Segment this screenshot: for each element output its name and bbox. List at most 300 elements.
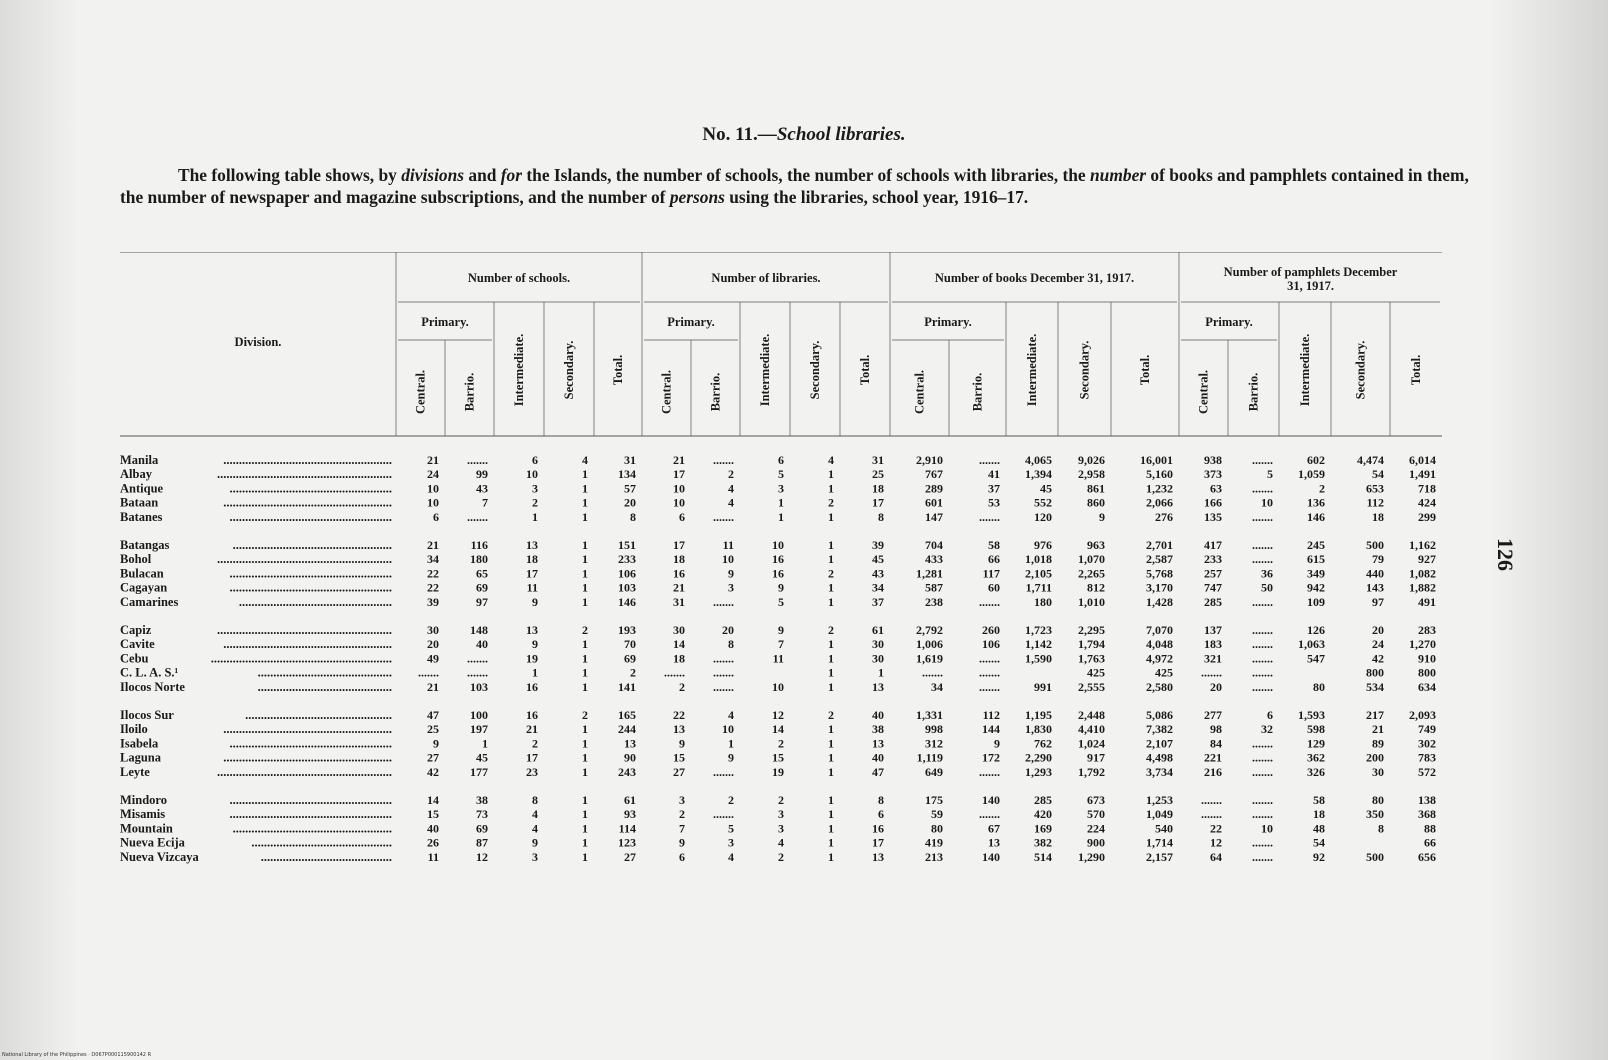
table-cell: 1 [582, 665, 588, 680]
table-cell: 79 [1372, 552, 1384, 567]
table-cell: 991 [1034, 679, 1052, 694]
table-cell: 69 [624, 651, 636, 666]
table-cell: 1 [582, 538, 588, 552]
table-cell: 1 [582, 481, 588, 496]
table-cell: 587 [925, 580, 943, 595]
leader-dots: ...................................................... [223, 750, 392, 765]
table-cell: 135 [1204, 509, 1222, 524]
table-cell: 177 [470, 764, 488, 779]
blank-cell: ....... [1252, 552, 1273, 567]
blank-cell: ....... [664, 665, 685, 680]
table-cell: 84 [1210, 736, 1222, 751]
table-cell: 1 [828, 722, 834, 737]
table-cell: 30 [872, 651, 884, 666]
blank-cell: ....... [467, 651, 488, 666]
table-cell: 217 [1366, 708, 1384, 722]
group-header: Number of schools. [467, 271, 571, 285]
table-cell: 9 [433, 736, 439, 751]
table-cell: 534 [1366, 679, 1384, 694]
table-cell: 106 [618, 566, 636, 581]
intro-part: for [500, 165, 523, 185]
table-cell: 13 [872, 849, 884, 864]
table-cell: 917 [1087, 750, 1105, 765]
primary-header: Primary. [667, 315, 715, 329]
table-cell: 80 [1372, 793, 1384, 807]
table-cell: 1,024 [1078, 736, 1105, 751]
table-cell: 718 [1418, 481, 1436, 496]
table-cell: 11 [526, 580, 538, 595]
table-cell: 7,070 [1146, 623, 1173, 637]
table-cell: 87 [476, 835, 488, 850]
table-cell: 1 [582, 651, 588, 666]
division-name: Bulacan [120, 566, 164, 581]
blank-cell: ....... [1201, 665, 1222, 680]
table-cell: 1 [582, 637, 588, 652]
table-cell: 13 [526, 538, 538, 552]
table-cell: 10 [673, 481, 685, 496]
table-cell: 1,018 [1025, 552, 1052, 567]
leader-dots: ........................................................ [217, 552, 392, 567]
table-cell: 22 [427, 566, 439, 581]
table-cell: 3,170 [1146, 580, 1173, 595]
table-cell: 7 [679, 821, 685, 836]
division-name: Antique [120, 481, 164, 496]
table-cell: 1,059 [1298, 467, 1325, 482]
table-cell: 1 [828, 552, 834, 567]
table-cell: 180 [470, 552, 488, 567]
table-cell: 6 [778, 453, 784, 467]
table-cell: 5 [778, 467, 784, 482]
leader-dots: ........................................... [257, 679, 392, 694]
leader-dots: .................................................... [229, 509, 392, 524]
table-cell: 312 [925, 736, 943, 751]
blank-cell: ....... [467, 453, 488, 467]
table-cell: 16 [526, 708, 538, 722]
table-cell: 103 [618, 580, 636, 595]
group-header: Number of books December 31, 1917. [934, 271, 1135, 285]
table-cell: 2,910 [916, 453, 943, 467]
table-cell: 66 [1424, 835, 1436, 850]
table-cell: 362 [1307, 750, 1325, 765]
table-cell: 141 [618, 679, 636, 694]
leader-dots: ........................................... [257, 665, 392, 680]
table-cell: 216 [1204, 764, 1222, 779]
column-header: Central. [659, 369, 674, 415]
column-header: Total. [611, 354, 625, 386]
blank-cell: ....... [979, 679, 1000, 694]
table-cell: 1,195 [1025, 708, 1052, 722]
table-cell: 144 [982, 722, 1000, 737]
division-name: Capiz [120, 623, 152, 637]
table-cell: 175 [925, 793, 943, 807]
table-cell: 382 [1034, 835, 1052, 850]
blank-cell: ....... [1252, 764, 1273, 779]
blank-cell: ....... [467, 665, 488, 680]
table-cell: 38 [872, 722, 884, 737]
division-name: Nueva Ecija [120, 835, 185, 850]
table-cell: 25 [427, 722, 439, 737]
table-cell: 61 [872, 623, 884, 637]
table-cell: 2,290 [1025, 750, 1052, 765]
table-cell: 10 [772, 679, 784, 694]
division-name: Albay [120, 467, 152, 482]
table-cell: 1,290 [1078, 849, 1105, 864]
column-header: Intermediate. [512, 333, 526, 407]
table-cell: 13 [872, 679, 884, 694]
table-cell: 417 [1204, 538, 1222, 552]
table-cell: 32 [1261, 722, 1273, 737]
table-cell: 140 [982, 849, 1000, 864]
table-cell: 37 [988, 481, 1000, 496]
title-number: No. 11.— [702, 124, 777, 145]
table-cell: 602 [1307, 453, 1325, 467]
table-cell: 1 [532, 509, 538, 524]
table-cell: 350 [1366, 807, 1384, 822]
table-cell: 27 [427, 750, 439, 765]
table-cell: 10 [722, 722, 734, 737]
table-cell: 289 [925, 481, 943, 496]
table-cell: 1,293 [1025, 764, 1052, 779]
table-cell: 112 [982, 708, 1000, 722]
table-cell: 349 [1307, 566, 1325, 581]
division-name: Misamis [120, 807, 166, 822]
table-cell: 2 [828, 495, 834, 510]
blank-cell: ....... [713, 665, 734, 680]
table-cell: 373 [1204, 467, 1222, 482]
table-cell: 4,474 [1357, 453, 1384, 467]
column-header: Secondary. [562, 340, 576, 400]
table-cell: 425 [1155, 665, 1173, 680]
table-cell: 1 [828, 538, 834, 552]
title-text: School libraries. [776, 124, 906, 145]
table-cell: 47 [872, 764, 884, 779]
table-cell: 1,119 [916, 750, 943, 765]
table-cell: 1,331 [916, 708, 943, 722]
table-cell: 3 [532, 849, 538, 864]
table-cell: 1 [828, 580, 834, 595]
table-cell: 1,711 [1025, 580, 1052, 595]
page-number: 126 [1493, 538, 1518, 571]
table-cell: 1 [582, 467, 588, 482]
table-cell: 134 [618, 467, 636, 482]
table-cell: 69 [476, 580, 488, 595]
table-cell: 117 [982, 566, 1000, 581]
table-cell: 649 [925, 764, 943, 779]
table-cell: 58 [988, 538, 1000, 552]
table-cell: 1,763 [1078, 651, 1105, 666]
table-cell: 8 [728, 637, 734, 652]
table-cell: 5,768 [1146, 566, 1173, 581]
table-cell: 1 [582, 552, 588, 567]
leader-dots: .......................................................... [210, 651, 392, 666]
table-cell: 31 [624, 453, 636, 467]
table-cell: 800 [1418, 665, 1436, 680]
column-header: Barrio. [970, 372, 985, 412]
blank-cell: ....... [1252, 509, 1273, 524]
table-cell: 89 [1372, 736, 1384, 751]
table-cell: 14 [427, 793, 439, 807]
table-cell: 6 [878, 807, 884, 822]
table-cell: 1,281 [916, 566, 943, 581]
division-header: Division. [234, 335, 282, 349]
table-cell: 3 [679, 793, 685, 807]
table-cell: 1,162 [1409, 538, 1436, 552]
table-cell: 30 [872, 637, 884, 652]
table-cell: 634 [1418, 679, 1436, 694]
table-cell: 1,063 [1298, 637, 1325, 652]
table-cell: 10 [427, 481, 439, 496]
table-cell: 514 [1034, 849, 1052, 864]
table-cell: 126 [1307, 623, 1325, 637]
table-cell: 20 [1210, 679, 1222, 694]
table-cell: 598 [1307, 722, 1325, 737]
table-cell: 58 [1313, 793, 1325, 807]
table-cell: 9 [532, 835, 538, 850]
table-cell: 93 [624, 807, 636, 822]
table-cell: 1,882 [1409, 580, 1436, 595]
page-shadow-right [1488, 0, 1608, 1060]
column-header: Central. [413, 369, 428, 415]
table-cell: 18 [1372, 509, 1384, 524]
column-header: Barrio. [462, 372, 477, 412]
leader-dots: .................................................... [229, 793, 392, 807]
table-cell: 61 [624, 793, 636, 807]
table-cell: 4 [532, 807, 538, 822]
footer-credit: National Library of the Philippines · D067P000115900142 R [2, 1052, 152, 1058]
table-cell: 2,107 [1146, 736, 1173, 751]
table-cell: 1 [532, 665, 538, 680]
table-cell: 12 [1210, 835, 1222, 850]
table-cell: 1,142 [1025, 637, 1052, 652]
table-cell: 6 [433, 509, 439, 524]
table-cell: 100 [470, 708, 488, 722]
table-cell: 18 [872, 481, 884, 496]
table-cell: 2,580 [1146, 679, 1173, 694]
table-cell: 260 [982, 623, 1000, 637]
intro-part: number [1090, 165, 1147, 185]
table-cell: 1 [878, 665, 884, 680]
blank-cell: ....... [979, 453, 1000, 467]
group-header: Number of libraries. [711, 271, 821, 285]
table-cell: 103 [470, 679, 488, 694]
table-cell: 10 [673, 495, 685, 510]
table-cell: 1 [582, 509, 588, 524]
table-cell: 9 [728, 750, 734, 765]
table-cell: 45 [476, 750, 488, 765]
table-cell: 147 [925, 509, 943, 524]
table-cell: 8 [1378, 821, 1384, 836]
table-cell: 30 [1372, 764, 1384, 779]
table-cell: 10 [1261, 821, 1273, 836]
table-cell: 245 [1307, 538, 1325, 552]
table-cell: 704 [925, 538, 943, 552]
table-cell: 1 [582, 821, 588, 836]
table-cell: 213 [925, 849, 943, 864]
table-cell: 9 [728, 566, 734, 581]
table-cell: 31 [872, 453, 884, 467]
table-cell: 45 [872, 552, 884, 567]
table-cell: 7 [778, 637, 784, 652]
division-name: Nueva Vizcaya [120, 849, 199, 864]
leader-dots: ........................................................ [217, 623, 392, 637]
table-cell: 2,448 [1078, 708, 1105, 722]
table-cell: 1,010 [1078, 594, 1105, 609]
table-cell: 299 [1418, 509, 1436, 524]
blank-cell: ....... [1252, 736, 1273, 751]
table-cell: 238 [925, 594, 943, 609]
primary-header: Primary. [421, 315, 469, 329]
table-cell: 368 [1418, 807, 1436, 822]
table-cell: 40 [872, 750, 884, 765]
table-cell: 5 [778, 594, 784, 609]
table-cell: 491 [1418, 594, 1436, 609]
blank-cell: ....... [922, 665, 943, 680]
table-cell: 1,590 [1025, 651, 1052, 666]
blank-cell: ....... [1252, 538, 1273, 552]
table-cell: 2 [1319, 481, 1325, 496]
table-cell: 224 [1087, 821, 1105, 836]
table-cell: 2,701 [1146, 538, 1173, 552]
table-cell: 1 [828, 793, 834, 807]
table-cell: 2,958 [1078, 467, 1105, 482]
table-cell: 1 [482, 736, 488, 751]
table-cell: 5 [728, 821, 734, 836]
page-title [0, 124, 1608, 146]
table-cell: 4 [778, 835, 784, 850]
division-name: Camarines [120, 594, 179, 609]
blank-cell: ....... [979, 651, 1000, 666]
column-header: Central. [1196, 369, 1211, 415]
table-cell: 3 [532, 481, 538, 496]
division-name: Bohol [120, 552, 152, 567]
table-cell: 54 [1313, 835, 1325, 850]
table-cell: 1 [778, 495, 784, 510]
table-cell: 11 [427, 849, 439, 864]
table-cell: 48 [1313, 821, 1325, 836]
intro-part: The following table shows, by [178, 165, 402, 185]
table-cell: 114 [618, 821, 636, 836]
table-cell: 42 [427, 764, 439, 779]
table-cell: 172 [982, 750, 1000, 765]
table-cell: 1,428 [1146, 594, 1173, 609]
column-header: Total. [1138, 354, 1152, 386]
table-cell: 1 [828, 594, 834, 609]
table-cell: 2,066 [1146, 495, 1173, 510]
table-cell: 14 [673, 637, 685, 652]
blank-cell: ....... [713, 509, 734, 524]
table-cell: 2 [532, 736, 538, 751]
table-cell: 19 [526, 651, 538, 666]
table-cell: 7,382 [1146, 722, 1173, 737]
table-cell: 1 [828, 764, 834, 779]
table-cell: 10 [1261, 495, 1273, 510]
table-cell: 277 [1204, 708, 1222, 722]
blank-cell: ....... [1252, 453, 1273, 467]
division-name: Manila [120, 453, 159, 467]
table-cell: 8 [878, 793, 884, 807]
table-cell: 98 [1210, 722, 1222, 737]
table-cell: 1,082 [1409, 566, 1436, 581]
table-cell: 500 [1366, 538, 1384, 552]
table-cell: 2,105 [1025, 566, 1052, 581]
intro-part: the Islands, the number of schools, the number of schools with libraries, the [522, 165, 1091, 185]
table-cell: 64 [1210, 849, 1222, 864]
table-cell: 2,792 [916, 623, 943, 637]
blank-cell: ....... [1252, 651, 1273, 666]
table-cell: 80 [1313, 679, 1325, 694]
table-cell: 13 [673, 722, 685, 737]
table-cell: 13 [988, 835, 1000, 850]
table-cell: 112 [1366, 495, 1384, 510]
table-cell: 419 [925, 835, 943, 850]
table-cell: 43 [872, 566, 884, 581]
leader-dots: ................................................... [232, 538, 392, 552]
table-cell: 1,830 [1025, 722, 1052, 737]
table-cell: 4,048 [1146, 637, 1173, 652]
table-cell: 200 [1366, 750, 1384, 765]
table-cell: 1,270 [1409, 637, 1436, 652]
table-cell: 20 [1372, 623, 1384, 637]
blank-cell: ....... [713, 453, 734, 467]
table-cell: 10 [526, 467, 538, 482]
table-cell: 221 [1204, 750, 1222, 765]
table-cell: 2,265 [1078, 566, 1105, 581]
table-cell: 6 [679, 509, 685, 524]
table-cell: 17 [872, 835, 884, 850]
column-header: Intermediate. [1025, 333, 1039, 407]
table-cell: 4,065 [1025, 453, 1052, 467]
column-header: Intermediate. [1298, 333, 1312, 407]
table-cell: 166 [1204, 495, 1222, 510]
table-cell: 27 [624, 849, 636, 864]
table-cell: 1 [582, 764, 588, 779]
table-cell: 109 [1307, 594, 1325, 609]
table-cell: 1 [582, 580, 588, 595]
table-cell: 2 [728, 793, 734, 807]
leader-dots: .................................................... [229, 481, 392, 496]
table-cell: 97 [1372, 594, 1384, 609]
table-cell: 27 [673, 764, 685, 779]
table-cell: 169 [1034, 821, 1052, 836]
blank-cell: ....... [979, 594, 1000, 609]
table-cell: 572 [1418, 764, 1436, 779]
table-cell: 59 [931, 807, 943, 822]
table-cell: 1 [828, 807, 834, 822]
blank-cell: ....... [1252, 793, 1273, 807]
table-cell: 2 [679, 807, 685, 822]
table-cell: 17 [673, 538, 685, 552]
table-cell: 24 [1372, 637, 1384, 652]
table-cell: 19 [772, 764, 784, 779]
table-cell: 6,014 [1409, 453, 1436, 467]
table-cell: 5,086 [1146, 708, 1173, 722]
table-cell: 998 [925, 722, 943, 737]
table-cell: 12 [772, 708, 784, 722]
blank-cell: ....... [713, 679, 734, 694]
table-cell: 183 [1204, 637, 1222, 652]
table-cell: 21 [1372, 722, 1384, 737]
table-cell: 54 [1372, 467, 1384, 482]
table-cell: 976 [1034, 538, 1052, 552]
table-cell: 433 [925, 552, 943, 567]
table-cell: 425 [1087, 665, 1105, 680]
table-cell: 15 [427, 807, 439, 822]
table-cell: 1 [582, 722, 588, 737]
table-cell: 18 [673, 552, 685, 567]
blank-cell: ....... [713, 651, 734, 666]
division-name: Bataan [120, 495, 159, 510]
column-header: Barrio. [1246, 372, 1261, 412]
